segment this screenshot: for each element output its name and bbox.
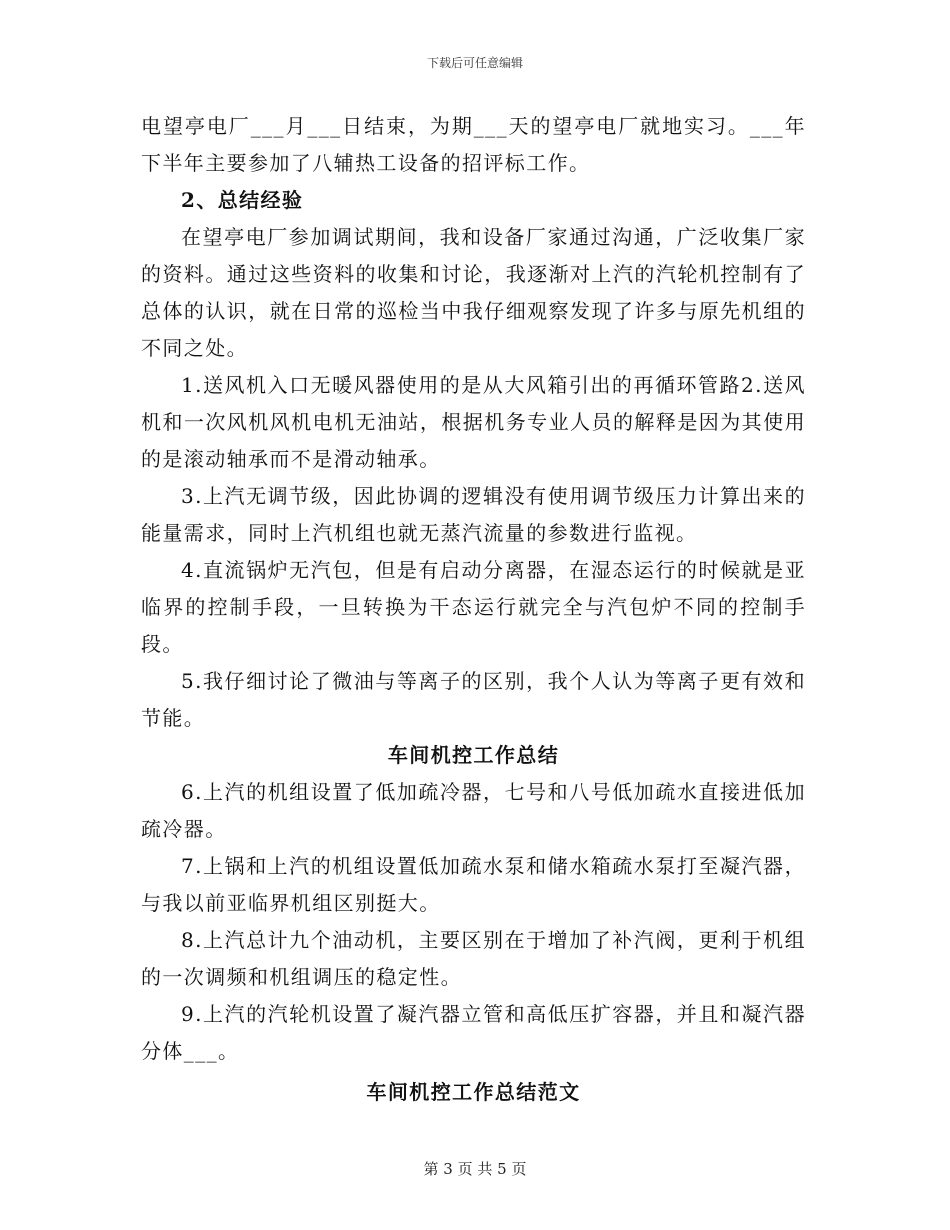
list-item-1-2: 1.送风机入口无暖风器使用的是从大风箱引出的再循环管路2.送风机和一次风机风机电机无油站，根据机务专业人员的解释是因为其使用的是滚动轴承而不是滑动轴承。 bbox=[141, 373, 806, 471]
list-item-3: 3.上汽无调节级，因此协调的逻辑没有使用调节级压力计算出来的能量需求，同时上汽机组也就无蒸汽流量的参数进行监视。 bbox=[141, 484, 806, 545]
list-item-4: 4.直流锅炉无汽包，但是有启动分离器，在湿态运行的时候就是亚临界的控制手段，一旦转换为干态运行就完全与汽包炉不同的控制手段。 bbox=[141, 558, 806, 656]
page-header: 下载后可任意编辑 bbox=[426, 56, 523, 70]
document-body bbox=[141, 108, 806, 1111]
list-item-5: 5.我仔细讨论了微油与等离子的区别，我个人认为等离子更有效和节能。 bbox=[141, 669, 806, 730]
list-item-7: 7.上锅和上汽的机组设置低加疏水泵和储水箱疏水泵打至凝汽器，与我以前亚临界机组区别挺大。 bbox=[141, 854, 806, 915]
list-item-8: 8.上汽总计九个油动机，主要区别在于增加了补汽阀，更利于机组的一次调频和机组调压的稳定性。 bbox=[141, 928, 806, 989]
section-heading-summary-experience: 2、总结经验 bbox=[181, 188, 304, 212]
list-item-9: 9.上汽的汽轮机设置了凝汽器立管和高低压扩容器，并且和凝汽器分体___。 bbox=[141, 1002, 806, 1063]
paragraph-continuation: 电望亭电厂___月___日结束，为期___天的望亭电厂就地实习。___年下半年主要参加了八辅热工设备的招评标工作。 bbox=[141, 114, 806, 175]
section-title-sample: 车间机控工作总结范文 bbox=[366, 1080, 581, 1104]
section-title: 车间机控工作总结 bbox=[387, 743, 560, 767]
page-number: 第 3 页 共 5 页 bbox=[423, 1160, 527, 1178]
paragraph-intro: 在望亭电厂参加调试期间，我和设备厂家通过沟通，广泛收集厂家的资料。通过这些资料的收集和讨论，我逐渐对上汽的汽轮机控制有了总体的认识，就在日常的巡检当中我仔细观察发现了许多与原先机组的不同之处。 bbox=[141, 225, 806, 360]
list-item-6: 6.上汽的机组设置了低加疏冷器，七号和八号低加疏水直接进低加疏冷器。 bbox=[141, 780, 806, 841]
